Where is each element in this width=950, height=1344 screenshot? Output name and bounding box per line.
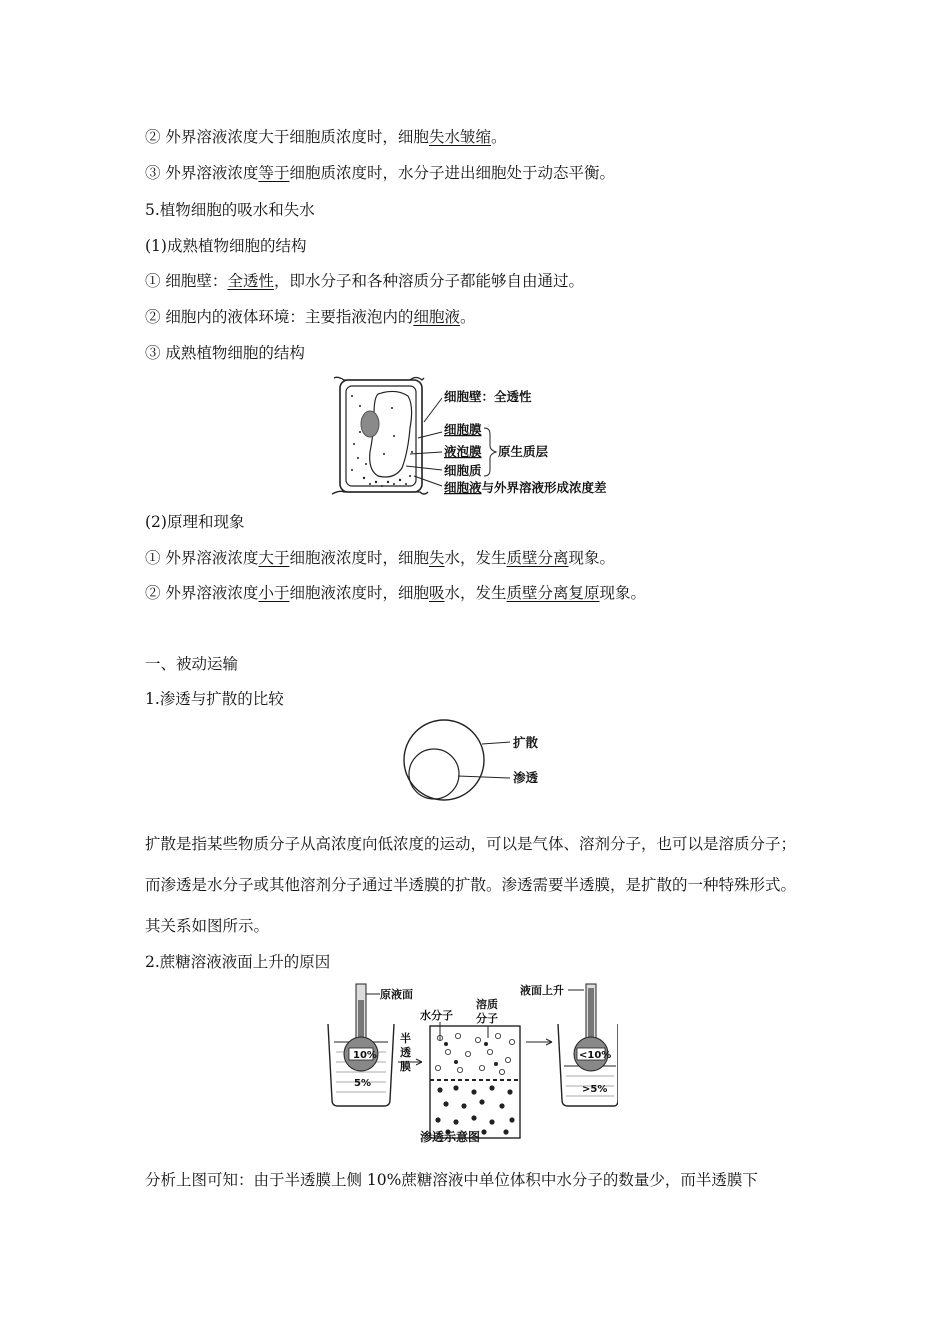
venn-diagram bbox=[400, 718, 560, 804]
osmosis-caption: 渗透示意图 bbox=[420, 1130, 481, 1144]
label-level-rise: 液面上升 bbox=[520, 984, 564, 997]
line-plasmolysis: ① 外界溶液浓度大于细胞液浓度时，细胞失水，发生质壁分离现象。 bbox=[145, 549, 616, 567]
section-heading-passive-transport: 一、被动运输 bbox=[145, 655, 239, 673]
label-tonoplast: 液泡膜 bbox=[444, 444, 482, 459]
section-heading-comparison: 1.渗透与扩散的比较 bbox=[145, 690, 284, 708]
paragraph-analysis: 分析上图可知：由于半透膜上侧 10%蔗糖溶液中单位体积中水分子的数量少，而半透膜下 bbox=[145, 1171, 758, 1189]
label-left-outer: 5% bbox=[354, 1078, 371, 1089]
line-cell-wall: ① 细胞壁：全透性，即水分子和各种溶质分子都能够自由通过。 bbox=[145, 272, 584, 290]
section-heading-5: 5.植物细胞的吸水和失水 bbox=[145, 201, 315, 219]
osmosis-diagram bbox=[318, 982, 618, 1142]
label-protoplast-layer: 原生质层 bbox=[498, 444, 549, 459]
label-right-outer: >5% bbox=[582, 1084, 608, 1095]
label-cell-sap: 细胞液与外界溶液形成浓度差 bbox=[444, 480, 607, 495]
label-solute-2: 分子 bbox=[476, 1012, 498, 1025]
label-original-level: 原液面 bbox=[380, 988, 413, 1001]
subheading-structure: (1)成熟植物细胞的结构 bbox=[145, 237, 307, 255]
line-outer-greater: ② 外界溶液浓度大于细胞质浓度时，细胞失水皱缩。 bbox=[145, 128, 507, 146]
line-structure-3: ③ 成熟植物细胞的结构 bbox=[145, 344, 305, 362]
label-cell-wall: 细胞壁：全透性 bbox=[444, 389, 532, 404]
label-water-molecule: 水分子 bbox=[420, 1009, 453, 1022]
line-outer-equal: ③ 外界溶液浓度等于细胞质浓度时，水分子进出细胞处于动态平衡。 bbox=[145, 164, 615, 182]
section-heading-sucrose: 2.蔗糖溶液液面上升的原因 bbox=[145, 953, 331, 971]
label-diffusion: 扩散 bbox=[513, 735, 539, 750]
label-membrane-3: 膜 bbox=[400, 1060, 411, 1073]
label-cell-membrane: 细胞膜 bbox=[444, 422, 482, 437]
line-inner-liquid: ② 细胞内的液体环境：主要指液泡内的细胞液。 bbox=[145, 308, 476, 326]
label-solute-1: 溶质 bbox=[476, 998, 498, 1011]
label-membrane-1: 半 bbox=[400, 1032, 411, 1045]
label-membrane-2: 透 bbox=[400, 1046, 411, 1059]
plant-cell-diagram bbox=[330, 372, 630, 500]
label-osmosis: 渗透 bbox=[513, 770, 539, 785]
label-cytoplasm: 细胞质 bbox=[444, 463, 482, 478]
paragraph-diffusion: 扩散是指某些物质分子从高浓度向低浓度的运动，可以是气体、溶剂分子，也可以是溶质分子；而渗透是水分子或其他溶剂分子通过半透膜的扩散。渗透需要半透膜，是扩散的一种特殊形式。其关系如图所示。 bbox=[145, 835, 797, 935]
label-right-inner: <10% bbox=[579, 1050, 612, 1061]
subheading-principle: (2)原理和现象 bbox=[145, 513, 245, 531]
label-left-inner: 10% bbox=[353, 1050, 377, 1061]
line-deplasmolysis: ② 外界溶液浓度小于细胞液浓度时，细胞吸水，发生质壁分离复原现象。 bbox=[145, 584, 647, 602]
